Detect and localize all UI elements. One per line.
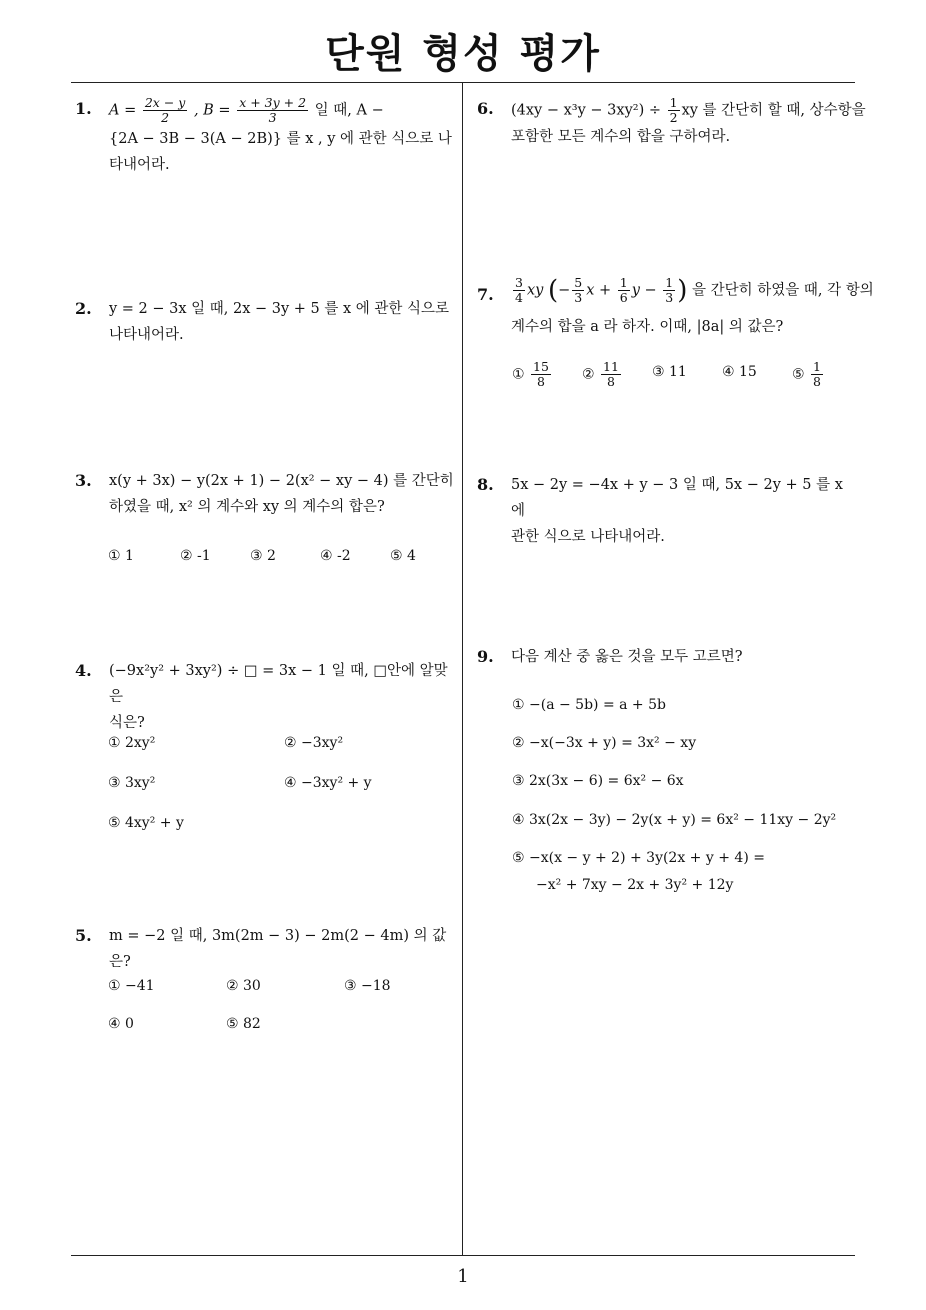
choice-2[interactable]: ② $\frac{11}{8}$ — [582, 359, 619, 389]
question-text: 식은? — [109, 715, 145, 731]
choice-2[interactable]: ② −3xy² — [284, 735, 344, 751]
choice-1[interactable]: ① −(a − 5b) = a + 5b — [512, 697, 666, 713]
B-label: , B = — [193, 102, 231, 119]
question-text: xy 를 간단히 할 때, 상수항을 — [681, 102, 866, 119]
choice-1[interactable]: ① −41 — [108, 978, 155, 994]
choice-1[interactable]: ① 2xy² — [108, 735, 156, 751]
question-text: 5x − 2y = −4x + y − 3 일 때, 5x − 2y + 5 를 x 에 — [511, 477, 843, 519]
top-rule — [71, 82, 855, 83]
fraction: $\frac{1}{3}$ — [665, 275, 674, 305]
question-number: 5. — [75, 926, 92, 945]
question-number: 2. — [75, 299, 92, 318]
question-text: {2A − 3B − 3(A − 2B)} 를 x , y 에 관한 식으로 나 — [109, 131, 452, 147]
choice-4[interactable]: ④ 15 — [722, 364, 757, 380]
page-number: 1 — [457, 1266, 469, 1287]
question-number: 3. — [75, 471, 92, 490]
B-fraction: $\frac{x + 3y + 2}{3}$ — [239, 95, 307, 125]
fraction: $\frac{1}{6}$ — [619, 275, 628, 305]
question-text: (4xy − x³y − 3xy²) ÷ — [511, 102, 661, 119]
choice-5[interactable]: ⑤ 4 — [390, 548, 416, 564]
question-text: 일 때, A − — [314, 102, 384, 119]
choice-3[interactable]: ③ 3xy² — [108, 775, 156, 791]
question-text: 타내어라. — [109, 157, 170, 173]
question-text: m = −2 일 때, 3m(2m − 3) − 2m(2 − 4m) 의 값은? — [109, 928, 447, 970]
bottom-rule — [71, 1255, 855, 1256]
question-text: (−9x²y² + 3xy²) ÷ □ = 3x − 1 일 때, □안에 알맞은 — [109, 663, 448, 705]
fraction: $\frac{3}{4}$ — [515, 275, 523, 305]
choice-1[interactable]: ① $\frac{15}{8}$ — [512, 359, 549, 389]
question-number: 4. — [75, 661, 92, 680]
question-text: 관한 식으로 나타내어라. — [511, 529, 665, 545]
choice-2[interactable]: ② -1 — [180, 548, 211, 564]
choice-5[interactable]: ⑤ 4xy² + y — [108, 815, 184, 831]
question-number: 6. — [477, 99, 494, 118]
question-text: 계수의 합을 a 라 하자. 이때, |8a| 의 값은? — [511, 319, 784, 335]
question-text: 을 간단히 하였을 때, 각 항의 — [692, 282, 874, 299]
choice-5[interactable]: ⑤ 82 — [226, 1016, 261, 1032]
question-text: x(y + 3x) − y(2x + 1) − 2(x² − xy − 4) 를 간단히 — [109, 473, 454, 489]
choice-3[interactable]: ③ 2x(3x − 6) = 6x² − 6x — [512, 773, 684, 789]
choice-3[interactable]: ③ 2 — [250, 548, 276, 564]
choice-5[interactable]: ⑤ $\frac{1}{8}$ — [792, 359, 821, 389]
choice-4[interactable]: ④ -2 — [320, 548, 351, 564]
question-text: 포함한 모든 계수의 합을 구하여라. — [511, 129, 731, 145]
A-fraction: $\frac{2x - y}{2}$ — [144, 95, 186, 125]
choice-2[interactable]: ② 30 — [226, 978, 261, 994]
question-number: 7. — [477, 285, 494, 304]
question-number: 9. — [477, 647, 494, 666]
question-text: 하였을 때, x² 의 계수와 xy 의 계수의 합은? — [109, 499, 385, 515]
choice-4[interactable]: ④ 3x(2x − 3y) − 2y(x + y) = 6x² − 11xy − 2y² — [512, 812, 837, 828]
column-divider — [462, 83, 463, 1256]
A-label: A = — [109, 102, 137, 119]
choice-1[interactable]: ① 1 — [108, 548, 134, 564]
fraction: $\frac{1}{2}$ — [669, 95, 678, 125]
fraction: $\frac{5}{3}$ — [574, 275, 583, 305]
page-title: 단원 형성 평가 — [325, 31, 601, 77]
choice-5-continuation: −x² + 7xy − 2x + 3y² + 12y — [536, 877, 734, 893]
question-text: 다음 계산 중 옳은 것을 모두 고르면? — [511, 649, 743, 665]
choice-2[interactable]: ② −x(−3x + y) = 3x² − xy — [512, 735, 697, 751]
choice-4[interactable]: ④ −3xy² + y — [284, 775, 372, 791]
choice-3[interactable]: ③ 11 — [652, 364, 687, 380]
question-text: 나타내어라. — [109, 327, 184, 343]
question-text: y = 2 − 3x 일 때, 2x − 3y + 5 를 x 에 관한 식으로 — [109, 301, 450, 317]
choice-3[interactable]: ③ −18 — [344, 978, 391, 994]
choice-4[interactable]: ④ 0 — [108, 1016, 134, 1032]
choice-5[interactable]: ⑤ −x(x − y + 2) + 3y(2x + y + 4) = — [512, 850, 765, 866]
question-number: 8. — [477, 475, 494, 494]
question-number: 1. — [75, 99, 92, 118]
